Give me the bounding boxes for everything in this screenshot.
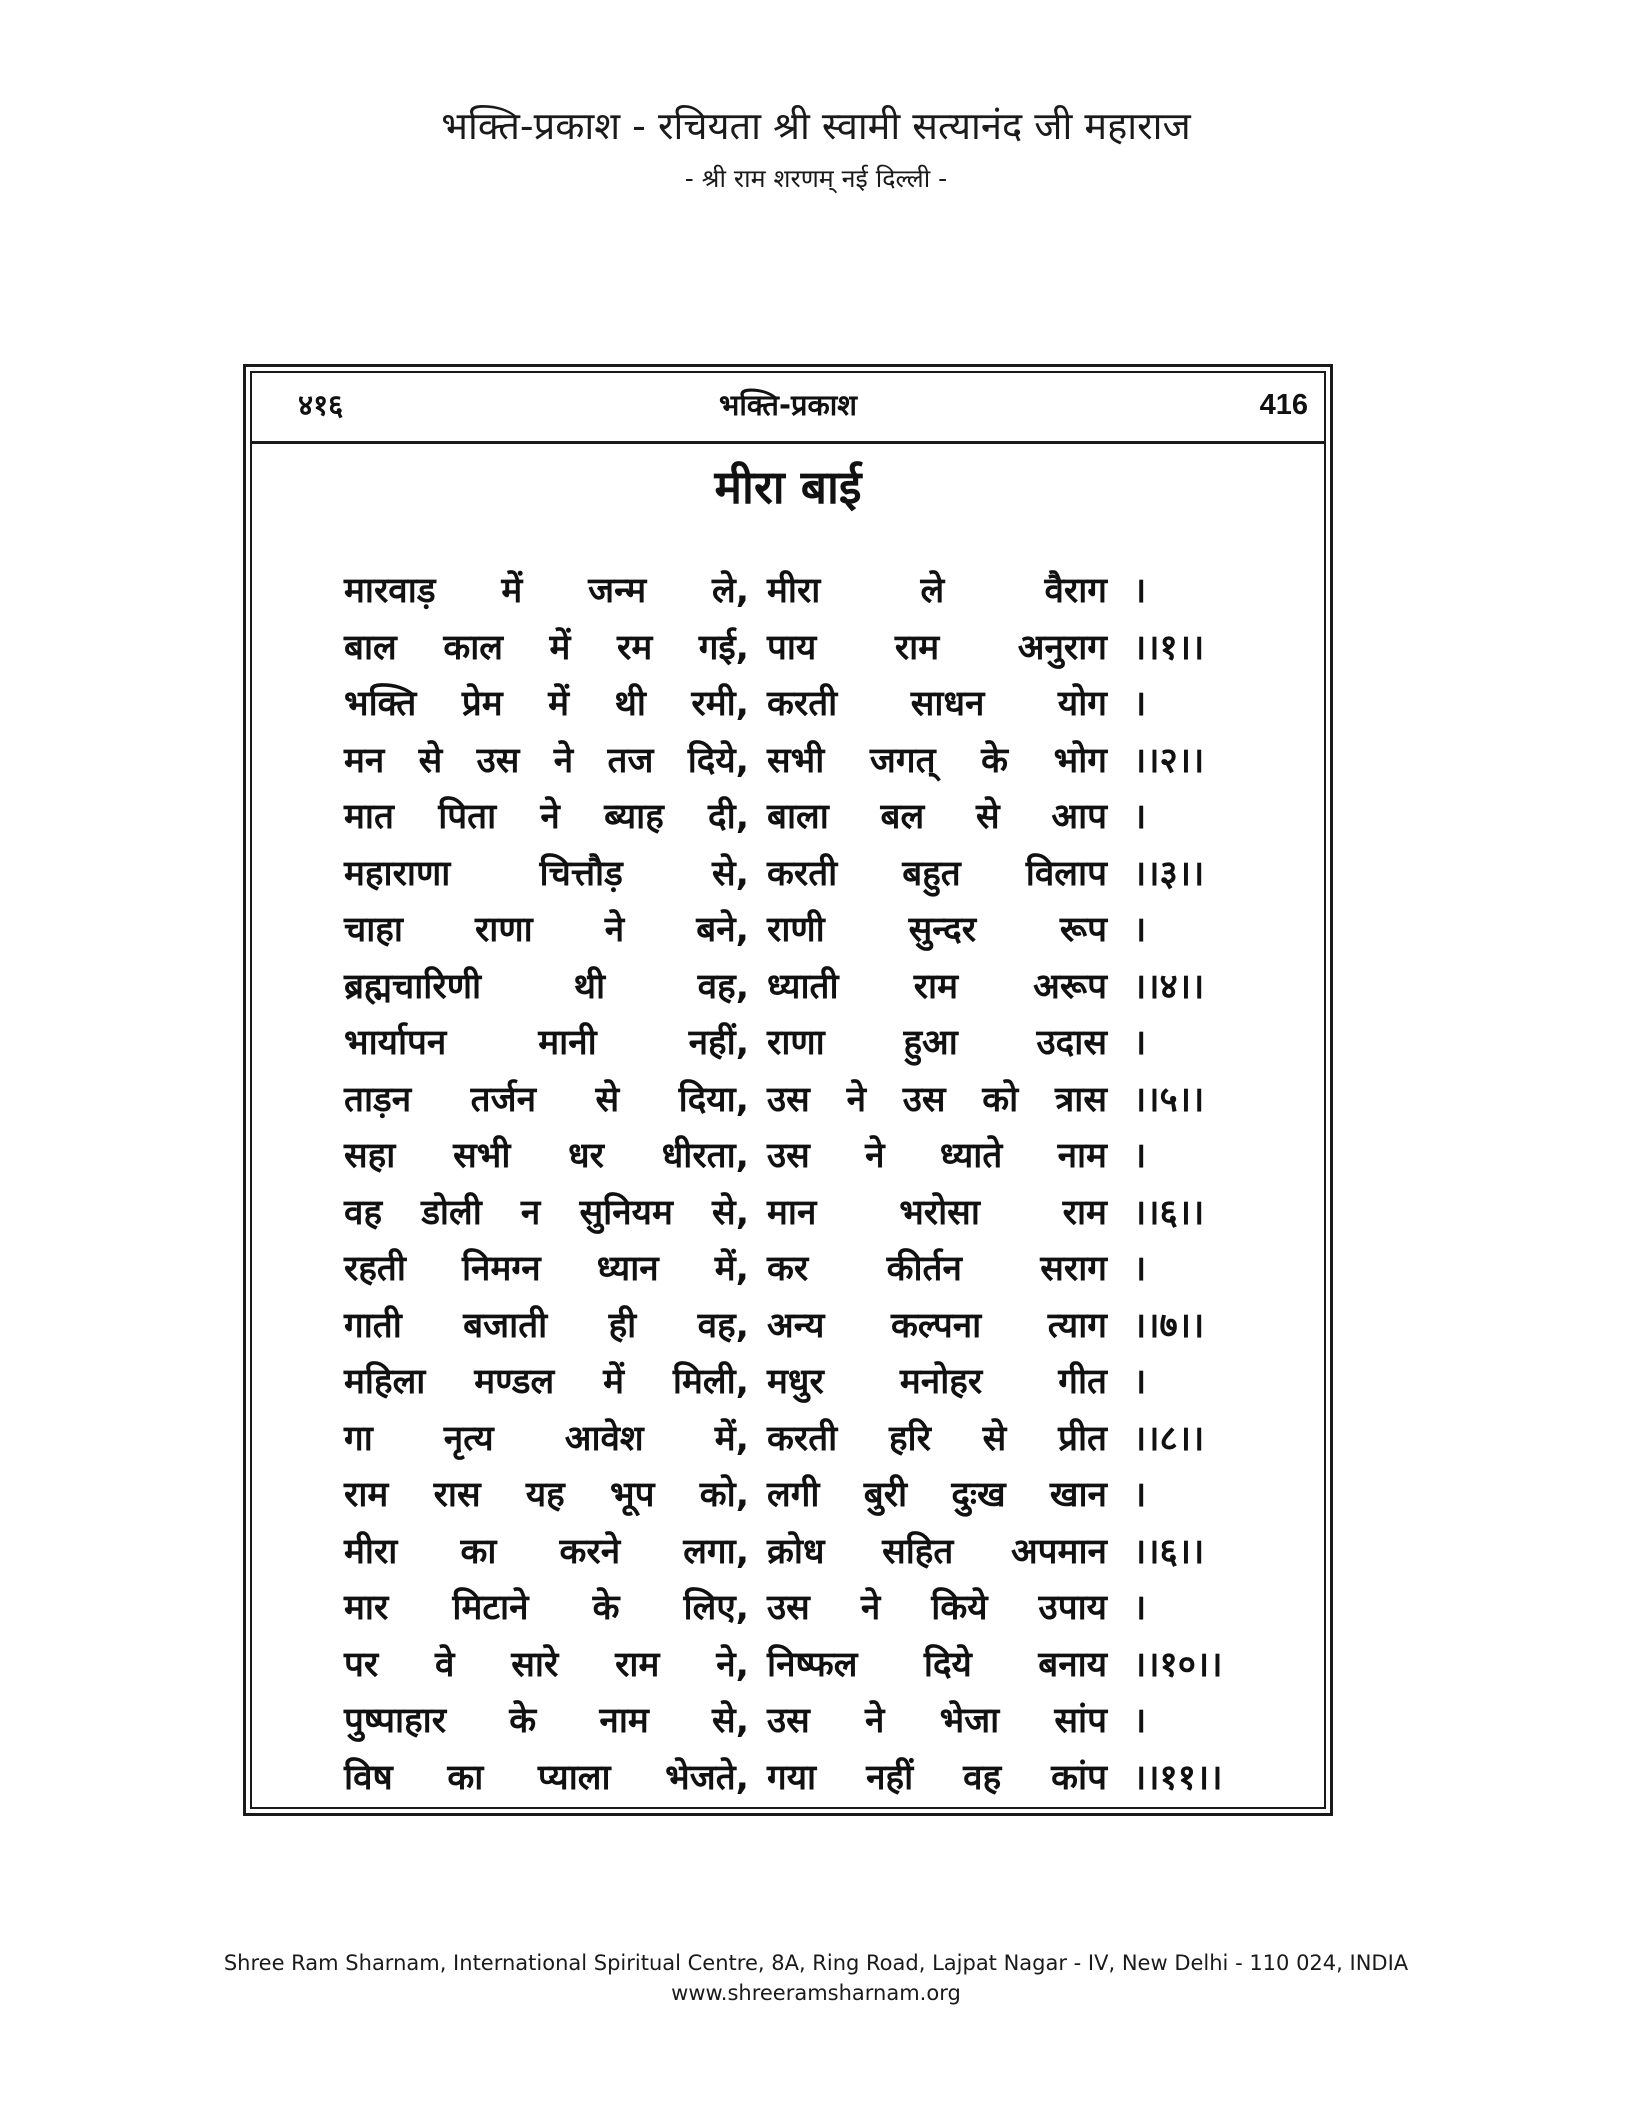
verse-word: से [418, 740, 443, 781]
verse-word: कल्पना [890, 1305, 982, 1346]
verse-word: गई, [698, 627, 749, 668]
verse-word: भेजते, [665, 1757, 749, 1798]
verse-word: से [982, 1418, 1007, 1459]
verse-word: वह, [697, 966, 749, 1007]
verse-end-mark: । [1133, 684, 1147, 724]
verse-word: बुरी [863, 1475, 908, 1515]
verse-word: उस [902, 1079, 946, 1120]
verse-word: सहा [344, 1136, 396, 1176]
verse-end-mark: ।।७।। [1133, 1305, 1205, 1346]
verse-word: दिया, [678, 1079, 749, 1120]
verse-line [344, 959, 1244, 1016]
verse-word: में, [714, 1249, 749, 1289]
verse-word: दिये [923, 1644, 972, 1685]
verse-word: लगा, [683, 1531, 749, 1572]
verse-line [344, 1128, 1244, 1185]
verse-second-half [767, 1524, 1107, 1580]
verse-second-half [767, 1580, 1107, 1636]
verse-line [344, 902, 1244, 959]
verse-word: वे [435, 1644, 455, 1685]
verse-line [344, 563, 1244, 620]
verse-word: ध्यान [596, 1249, 659, 1289]
verse-word: मन [344, 740, 385, 781]
verse-word: का [447, 1757, 484, 1798]
verse-word: मनोहर [899, 1362, 983, 1402]
verse-word: क्रोध [767, 1531, 825, 1572]
verse-word: कीर्तन [886, 1249, 962, 1289]
verse-word: मारवाड़ [344, 571, 436, 611]
page-header [0, 100, 1632, 196]
verse-word: डोली [421, 1192, 482, 1233]
verse-word: लिए, [683, 1588, 749, 1628]
verse-word: मीरा [767, 571, 821, 611]
verse-second-half [767, 733, 1107, 789]
verse-line [344, 1580, 1244, 1637]
verse-word: के [592, 1588, 620, 1628]
verse-word: चाहा [344, 910, 403, 950]
verse-word: थी [573, 966, 606, 1007]
verse-end-mark: । [1133, 1023, 1147, 1063]
verse-end-mark: । [1133, 910, 1147, 950]
verse-word: राम [344, 1475, 389, 1515]
verse-word: तज [607, 740, 654, 781]
verse-first-half [344, 1241, 749, 1297]
verse-word: को [982, 1079, 1019, 1120]
verse-word: दुःख [951, 1475, 1006, 1515]
verse-second-half [767, 1072, 1107, 1128]
verse-word: निष्फल [767, 1644, 858, 1685]
verse-word: जन्म [588, 571, 647, 611]
verse-word: उस [767, 1079, 810, 1120]
verse-word: किये [931, 1588, 988, 1628]
running-head: भक्ति-प्रकाश [718, 388, 857, 422]
verse-word: से [975, 797, 1000, 837]
verse-word: चित्तौड़ [539, 853, 623, 894]
verse-end-mark: ।।११।। [1133, 1757, 1223, 1798]
verse-word: पुष्पाहार [344, 1701, 447, 1741]
scanned-page-inner-border [250, 371, 1326, 1809]
verse-word: त्रास [1054, 1079, 1107, 1120]
verse-word: रमी, [691, 684, 749, 724]
verse-first-half [344, 620, 749, 676]
verse-word: न [520, 1192, 541, 1233]
verse-word: खान [1049, 1475, 1107, 1515]
verse-word: वह [963, 1757, 1002, 1798]
verse-end-mark: ।।६।। [1133, 1192, 1205, 1233]
verse-second-half [767, 1015, 1107, 1071]
verse-word: ने [540, 797, 560, 837]
verse-word: पिता [438, 797, 497, 837]
verse-line [344, 620, 1244, 677]
verse-word: बाला [767, 797, 829, 837]
verse-word: विष [344, 1757, 393, 1798]
verse-word: भार्यापन [344, 1023, 447, 1063]
verse-word: वह [344, 1192, 383, 1233]
verse-first-half [344, 1524, 749, 1580]
verse-first-half [344, 1128, 749, 1184]
verse-word: उस [767, 1136, 810, 1176]
verse-second-half [767, 1185, 1107, 1241]
verse-word: बाल [344, 627, 397, 668]
verse-first-half [344, 1411, 749, 1467]
verse-word: साधन [910, 684, 985, 724]
verse-word: मधुर [767, 1362, 824, 1402]
verse-word: से, [712, 1701, 749, 1741]
verse-end-mark: । [1133, 1362, 1147, 1402]
verse-second-half [767, 1298, 1107, 1354]
verse-word: को, [699, 1475, 749, 1515]
verse-first-half [344, 846, 749, 902]
verse-end-mark: । [1133, 571, 1147, 611]
verse-word: प्याला [537, 1757, 611, 1798]
verse-word: हुआ [903, 1023, 958, 1063]
verse-second-half [767, 676, 1107, 732]
verse-line [344, 1524, 1244, 1581]
verse-word: काल [443, 627, 503, 668]
verse-end-mark: । [1133, 1701, 1147, 1741]
footer-website: www.shreeramsharnam.org [671, 1981, 961, 2005]
verse-second-half [767, 1693, 1107, 1749]
verse-first-half [344, 563, 749, 619]
verse-second-half [767, 1750, 1107, 1806]
verse-word: का [460, 1531, 497, 1572]
verse-word: के [509, 1701, 537, 1741]
verse-word: नृत्य [443, 1418, 494, 1459]
verse-second-half [767, 846, 1107, 902]
verse-word: महाराणा [344, 853, 451, 894]
verse-word: महिला [344, 1362, 426, 1402]
verse-word: उस [476, 740, 520, 781]
verse-word: उस [767, 1701, 810, 1741]
verse-second-half [767, 1411, 1107, 1467]
verse-word: कांप [1051, 1757, 1107, 1798]
verse-end-mark: ।।४।। [1133, 966, 1205, 1007]
verse-word: ताड़न [344, 1079, 412, 1120]
verse-word: मीरा [344, 1531, 398, 1572]
verse-word: दी, [708, 797, 749, 837]
verse-word: आवेश [564, 1418, 644, 1459]
verse-word: से, [712, 853, 749, 894]
verse-second-half [767, 1354, 1107, 1410]
verse-word: सभी [453, 1136, 511, 1176]
verse-word: वह, [697, 1305, 749, 1346]
verse-word: ने [860, 1588, 881, 1628]
verse-word: वैराग [1044, 571, 1107, 611]
verse-end-mark: ।।२।। [1133, 740, 1205, 781]
verse-word: में, [714, 1418, 749, 1459]
verse-word: राणा [474, 910, 533, 950]
verse-first-half [344, 1185, 749, 1241]
verse-first-half [344, 959, 749, 1015]
verse-line [344, 1185, 1244, 1242]
verse-end-mark: ।।३।। [1133, 853, 1205, 894]
publisher-line: - श्री राम शरणम् नई दिल्ली - [684, 164, 948, 193]
poem-title: मीरा बाई [714, 460, 862, 514]
verse-line [344, 1693, 1244, 1750]
verse-end-mark: । [1133, 1136, 1147, 1176]
verse-word: ने, [716, 1644, 749, 1685]
verse-word: ही [608, 1305, 637, 1346]
verse-word: पाय [767, 627, 817, 668]
verse-first-half [344, 789, 749, 845]
verse-line [344, 733, 1244, 790]
verse-word: सांप [1054, 1701, 1107, 1741]
verse-word: सुन्दर [908, 910, 977, 950]
verse-word: लगी [767, 1475, 820, 1515]
verse-word: मान [767, 1192, 817, 1233]
verse-word: मण्डल [474, 1362, 555, 1402]
verse-word: ने [553, 740, 574, 781]
verse-line [344, 789, 1244, 846]
verse-word: मात [344, 797, 394, 837]
page-number-devanagari: ४१६ [298, 388, 344, 422]
verse-line [344, 676, 1244, 733]
verse-first-half [344, 1580, 749, 1636]
verse-word: भूप [610, 1475, 655, 1515]
verse-line [344, 1241, 1244, 1298]
verse-word: मानी [538, 1023, 597, 1063]
verse-first-half [344, 1467, 749, 1523]
verse-word: प्रेम [461, 684, 503, 724]
verse-word: भेजा [939, 1701, 1000, 1741]
verse-word: विलाप [1025, 853, 1107, 894]
verse-word: बल [880, 797, 925, 837]
verse-end-mark: ।।१।। [1133, 627, 1205, 668]
verse-line [344, 1467, 1244, 1524]
verse-word: तर्जन [470, 1079, 537, 1120]
verse-end-mark: । [1133, 1475, 1147, 1515]
verse-word: ब्याह [604, 797, 664, 837]
verse-word: गाती [344, 1305, 402, 1346]
verse-second-half [767, 1467, 1107, 1523]
verse-word: ध्याते [939, 1136, 1003, 1176]
verse-first-half [344, 902, 749, 958]
verse-word: अरूप [1033, 966, 1107, 1007]
page-number-arabic: 416 [1259, 389, 1308, 421]
verse-word: बने, [696, 910, 749, 950]
verse-word: दिये, [687, 740, 749, 781]
verse-word: सहित [882, 1531, 954, 1572]
verse-word: रूप [1059, 910, 1107, 950]
verse-line [344, 1015, 1244, 1072]
verse-word: ने [604, 910, 625, 950]
verse-word: ने [846, 1079, 866, 1120]
verse-word: राणी [767, 910, 825, 950]
verse-second-half [767, 902, 1107, 958]
verse-word: ब्रह्मचारिणी [344, 966, 482, 1007]
verse-end-mark: ।।५।। [1133, 1079, 1205, 1120]
verse-second-half [767, 620, 1107, 676]
verse-word: नहीं [866, 1757, 914, 1798]
verse-word: अन्य [767, 1305, 825, 1346]
verse-word: भरोसा [899, 1192, 980, 1233]
verse-word: में [603, 1362, 625, 1402]
verse-word: ने [865, 1136, 885, 1176]
verse-word: राम [894, 627, 940, 668]
verse-word: मिटाने [452, 1588, 529, 1628]
verse-word: ले [920, 571, 945, 611]
verse-word: से, [712, 1192, 749, 1233]
verse-word: में [501, 571, 523, 611]
verse-word: करती [767, 684, 838, 724]
verse-word: सराग [1040, 1249, 1107, 1289]
verse-word: गीत [1058, 1362, 1107, 1402]
verse-word: यह [525, 1475, 565, 1515]
verse-word: मार [344, 1588, 389, 1628]
verse-word: रहती [344, 1249, 406, 1289]
verse-end-mark: । [1133, 1588, 1147, 1628]
verse-word: आप [1051, 797, 1107, 837]
verse-second-half [767, 789, 1107, 845]
verse-word: नहीं, [688, 1023, 749, 1063]
verse-word: करती [767, 1418, 838, 1459]
verse-word: राणा [767, 1023, 825, 1063]
verse-word: नाम [1057, 1136, 1107, 1176]
verse-word: सभी [767, 740, 825, 781]
verse-second-half [767, 1637, 1107, 1693]
verse-second-half [767, 563, 1107, 619]
verse-word: उपाय [1038, 1588, 1107, 1628]
verse-first-half [344, 1015, 749, 1071]
verse-first-half [344, 1298, 749, 1354]
verse-word: राम [913, 966, 959, 1007]
page-footer [0, 1948, 1632, 2008]
verse-word: राम [1062, 1192, 1107, 1233]
verse-word: पर [344, 1644, 379, 1685]
verse-word: गया [767, 1757, 817, 1798]
verse-line [344, 1298, 1244, 1355]
verse-word: हरि [888, 1418, 931, 1459]
verse-word: उस [767, 1588, 810, 1628]
verse-end-mark: । [1133, 1249, 1147, 1289]
verse-word: से [595, 1079, 620, 1120]
verse-word: राम [615, 1644, 660, 1685]
verse-end-mark: । [1133, 797, 1147, 837]
verse-line [344, 1072, 1244, 1129]
verse-word: करने [559, 1531, 621, 1572]
verse-word: त्याग [1047, 1305, 1107, 1346]
verse-word: अनुराग [1017, 627, 1107, 668]
verse-second-half [767, 1241, 1107, 1297]
verse-word: गा [344, 1418, 373, 1459]
verse-second-half [767, 1128, 1107, 1184]
verse-word: धीरता, [661, 1136, 749, 1176]
verse-word: प्रीत [1058, 1418, 1107, 1459]
verse-word: ले, [711, 571, 749, 611]
verse-end-mark: ।।८।। [1133, 1418, 1205, 1459]
verse-first-half [344, 733, 749, 789]
verse-word: निमग्न [461, 1249, 541, 1289]
verse-word: कर [767, 1249, 809, 1289]
verse-word: ध्याती [767, 966, 839, 1007]
verse-word: रास [433, 1475, 481, 1515]
verse-second-half [767, 959, 1107, 1015]
book-author-title: भक्ति-प्रकाश - रचियता श्री स्वामी सत्यानंद जी महाराज [441, 104, 1191, 148]
verse-word: सुनियम [579, 1192, 673, 1233]
footer-address: Shree Ram Sharnam, International Spiritual Centre, 8A, Ring Road, Lajpat Nagar - IV, New Delhi - 110 024, INDIA [223, 1951, 1409, 1975]
verse-word: के [981, 740, 1009, 781]
verse-word: रम [617, 627, 653, 668]
verse-line [344, 1411, 1244, 1468]
verse-word: मिली, [672, 1362, 749, 1402]
verse-end-mark: ।।६।। [1133, 1531, 1205, 1572]
verse-first-half [344, 1072, 749, 1128]
verse-word: थी [614, 684, 646, 724]
verse-word: बनाय [1038, 1644, 1107, 1685]
verse-word: धर [568, 1136, 604, 1176]
verse-list [344, 563, 1244, 1806]
verse-word: में [549, 627, 571, 668]
verse-first-half [344, 1750, 749, 1806]
verse-word: नाम [599, 1701, 649, 1741]
verse-word: जगत् [869, 740, 936, 781]
verse-word: योग [1057, 684, 1107, 724]
verse-word: अपमान [1010, 1531, 1107, 1572]
verse-first-half [344, 1693, 749, 1749]
verse-word: में [548, 684, 570, 724]
verse-end-mark: ।।१०।। [1133, 1644, 1223, 1685]
verse-word: भक्ति [344, 684, 417, 724]
verse-word: भोग [1053, 740, 1107, 781]
verse-word: करती [767, 853, 838, 894]
verse-line [344, 1637, 1244, 1694]
verse-word: सारे [511, 1644, 559, 1685]
verse-first-half [344, 676, 749, 732]
verse-first-half [344, 1354, 749, 1410]
verse-word: बहुत [902, 853, 961, 894]
verse-word: बजाती [463, 1305, 548, 1346]
verse-line [344, 846, 1244, 903]
verse-first-half [344, 1637, 749, 1693]
verse-line [344, 1354, 1244, 1411]
verse-line [344, 1750, 1244, 1807]
book-page-header [252, 373, 1324, 444]
verse-word: उदास [1036, 1023, 1107, 1063]
verse-word: ने [865, 1701, 885, 1741]
scanned-page-frame [243, 364, 1333, 1816]
